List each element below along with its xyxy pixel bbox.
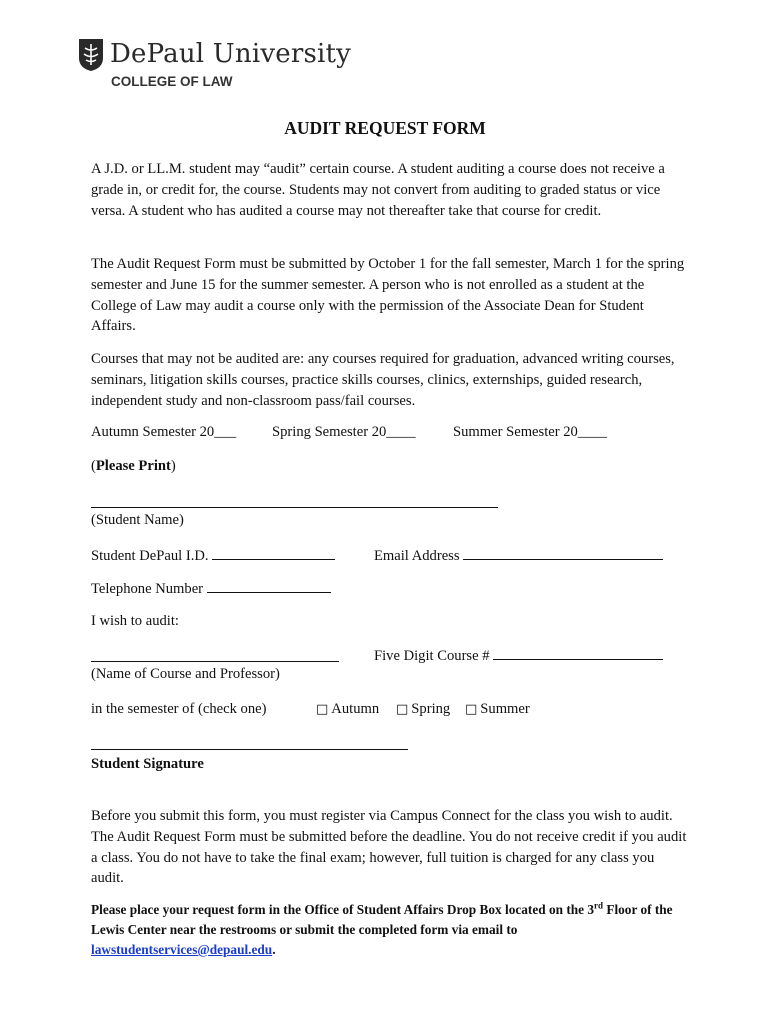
student-name-input[interactable] <box>91 507 498 508</box>
course-number-input[interactable] <box>493 646 663 660</box>
notice-text-2: Floor of the Lewis Center near the restrooms or submit the completed form via email to <box>91 902 673 937</box>
signature-input[interactable] <box>91 749 408 750</box>
instructions-paragraph: Before you submit this form, you must register via Campus Connect for the class you wish to audit. The Audit Request Form must be submitted before the deadline. You do not receive credit if you audit a class. You do not have to take the final exam; however, full tuition is charged for any class you audit. <box>91 808 687 887</box>
restrictions-paragraph: Courses that may not be audited are: any courses required for graduation, advanced writing courses, seminars, litigation skills courses, practice skills courses, clinics, externships, guided research, independent study and non-classroom pass/fail courses. <box>91 351 675 409</box>
submission-notice <box>91 900 703 960</box>
depaul-logo-icon <box>78 38 104 72</box>
student-name-label: (Student Name) <box>91 512 184 528</box>
deadline-paragraph: The Audit Request Form must be submitted by October 1 for the fall semester, March 1 for the spring semester and June 15 for the summer semester. A person who is not enrolled as a student at the College of Law may audit a course only with the permission of the Associate Dean for Student Affairs. <box>91 256 685 335</box>
university-name: DePaul University <box>110 39 352 69</box>
checkbox-icon[interactable]: □ <box>465 702 478 717</box>
checkbox-summer-label: Summer <box>480 701 530 717</box>
student-id-label: Student DePaul I.D. <box>91 548 209 564</box>
autumn-semester-field[interactable]: Autumn Semester 20___ <box>91 424 237 440</box>
email-input[interactable] <box>463 546 663 560</box>
course-number-row <box>374 646 663 665</box>
semester-check-label: in the semester of (check one) <box>91 701 267 717</box>
course-number-label: Five Digit Course # <box>374 648 490 664</box>
notice-end: . <box>272 942 276 957</box>
course-professor-input[interactable] <box>91 661 339 662</box>
checkbox-icon[interactable]: □ <box>396 702 409 717</box>
spring-semester-field[interactable]: Spring Semester 20____ <box>272 424 416 440</box>
telephone-label: Telephone Number <box>91 581 204 597</box>
summer-semester-field[interactable]: Summer Semester 20____ <box>453 424 608 440</box>
college-name: COLLEGE OF LAW <box>111 74 233 89</box>
email-row <box>374 546 663 565</box>
email-link[interactable]: lawstudentservices@depaul.edu <box>91 942 273 957</box>
checkbox-spring[interactable] <box>396 701 450 718</box>
checkbox-summer[interactable] <box>465 701 530 718</box>
checkbox-autumn[interactable] <box>316 701 379 718</box>
please-print-note: (Please Print) <box>91 458 176 474</box>
signature-label: Student Signature <box>91 756 204 772</box>
checkbox-autumn-label: Autumn <box>331 701 380 717</box>
telephone-input[interactable] <box>207 579 331 593</box>
notice-superscript: rd <box>594 900 604 911</box>
please-print-label: Please Print <box>95 458 171 474</box>
email-label: Email Address <box>374 548 460 564</box>
telephone-row <box>91 579 331 598</box>
page-title: AUDIT REQUEST FORM <box>284 118 486 138</box>
checkbox-icon[interactable]: □ <box>316 702 329 717</box>
checkbox-spring-label: Spring <box>411 701 451 717</box>
notice-text-1: Please place your request form in the Office of Student Affairs Drop Box located on the 3 <box>91 902 595 917</box>
intro-paragraph: A J.D. or LL.M. student may “audit” certain course. A student auditing a course does not receive a grade in, or credit for, the course. Students may not convert from auditing to graded status or vice versa. A student who has audited a course may not thereafter take that course for credit. <box>91 161 665 219</box>
wish-to-audit-label: I wish to audit: <box>91 613 179 629</box>
student-id-row <box>91 546 335 565</box>
course-professor-label: (Name of Course and Professor) <box>91 666 280 682</box>
student-id-input[interactable] <box>212 546 335 560</box>
